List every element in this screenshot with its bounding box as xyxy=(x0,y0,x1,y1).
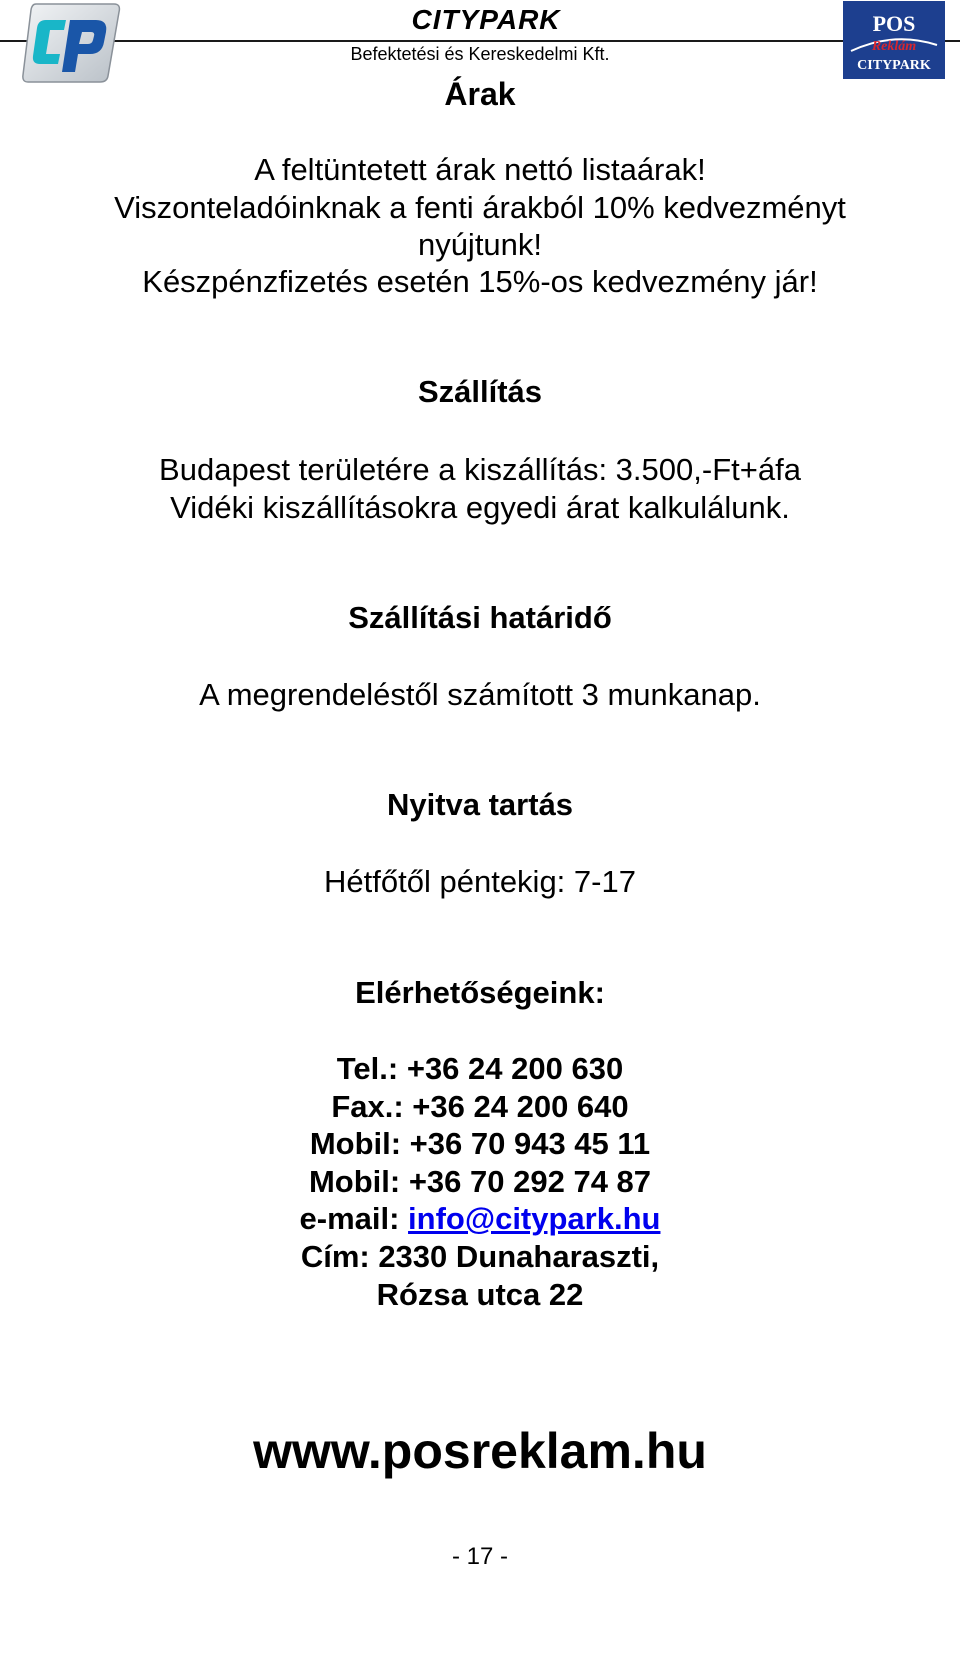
hours-text: Hétfőtől péntekig: 7-17 xyxy=(324,864,636,899)
pos-reklam-logo xyxy=(843,1,945,79)
header-rule xyxy=(0,40,960,42)
shipping-title: Szállítás xyxy=(417,374,543,409)
company-name: Befektetési és Kereskedelmi Kft. xyxy=(350,44,610,64)
pos-logo-line2: Reklám xyxy=(871,39,917,54)
pos-logo-line3: CITYPARK xyxy=(857,58,931,73)
brand-name: CITYPARK xyxy=(355,4,617,36)
contact-address: Cím: 2330 Dunaharaszti, xyxy=(300,1239,660,1274)
contacts-title: Elérhetőségeink: xyxy=(355,975,605,1010)
pos-logo-line1: POS xyxy=(872,11,916,36)
contact-mobile: Mobil: +36 70 943 45 11 xyxy=(309,1126,651,1161)
prices-line: Viszonteladóinknak a fenti árakból 10% kedvezményt xyxy=(114,190,846,225)
deadline-text: A megrendeléstől számított 3 munkanap. xyxy=(199,677,761,712)
page-number: - 17 - xyxy=(451,1543,508,1570)
deadline-title: Szállítási határidő xyxy=(348,600,612,635)
citypark-logo xyxy=(22,2,122,84)
email-link[interactable]: info@citypark.hu xyxy=(408,1201,661,1236)
contact-fax: Fax.: +36 24 200 640 xyxy=(331,1089,629,1124)
hours-title: Nyitva tartás xyxy=(386,787,574,822)
contact-tel: Tel.: +36 24 200 630 xyxy=(336,1051,624,1086)
contact-address: Rózsa utca 22 xyxy=(376,1277,584,1312)
contact-mobile: Mobil: +36 70 292 74 87 xyxy=(308,1164,652,1199)
contact-email-row xyxy=(0,1199,960,1239)
prices-line: nyújtunk! xyxy=(417,227,543,262)
prices-line: A feltüntetett árak nettó listaárak! xyxy=(254,152,706,187)
prices-title: Árak xyxy=(444,76,516,112)
website: www.posreklam.hu xyxy=(253,1423,707,1479)
shipping-line: Vidéki kiszállításokra egyedi árat kalkulálunk. xyxy=(170,490,790,525)
email-label: e-mail: xyxy=(299,1201,409,1236)
shipping-line: Budapest területére a kiszállítás: 3.500,-Ft+áfa xyxy=(159,452,801,487)
prices-line: Készpénzfizetés esetén 15%-os kedvezmény jár! xyxy=(142,264,818,299)
